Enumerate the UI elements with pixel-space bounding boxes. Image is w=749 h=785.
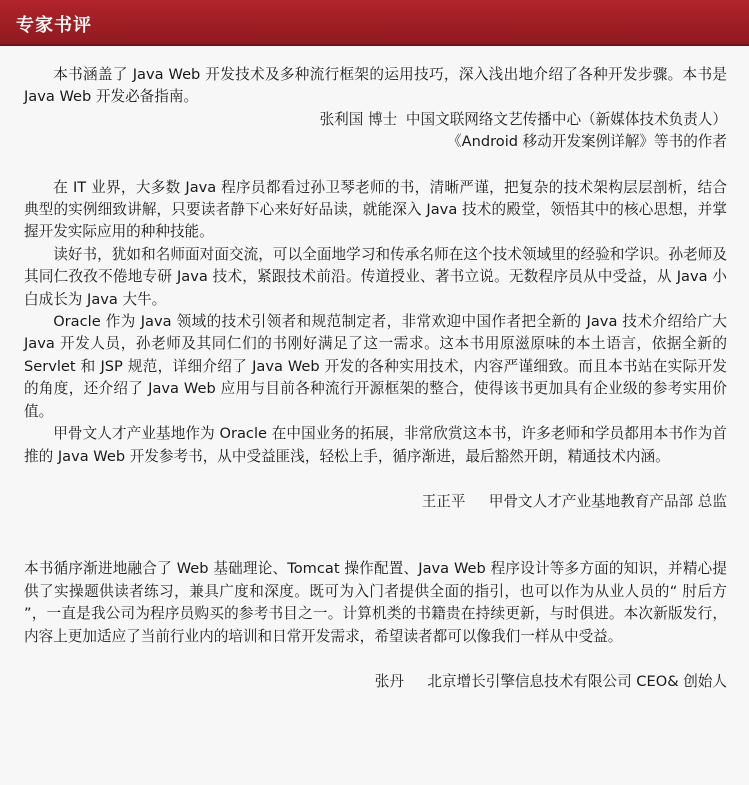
review-signature bbox=[24, 671, 727, 693]
review-signature bbox=[24, 491, 727, 513]
reviewer-title: 甲骨文人才产业基地教育产品部 总监 bbox=[488, 492, 727, 510]
reviews-content bbox=[24, 64, 727, 693]
reviewer-name: 张利国 博士 bbox=[319, 110, 398, 128]
review-text: 本书涵盖了 Java Web 开发技术及多种流行框架的运用技巧，深入浅出地介绍了各种开发步骤。本书是 Java Web 开发必备指南。 bbox=[24, 66, 727, 106]
review-paragraph: Oracle 作为 Java 领域的技术引领者和规范制定者，非常欢迎中国作者把全新的 Java 技术介绍给广大 Java 开发人员，孙老师及其同仁们的书刚好满足了这一需求。这本书用原滋原味的本土语言，依据全新的 Servlet 和 JSP 规范，详细介绍了 Java Web 开发的各种实用技术，内容严谨细致。而且本书站在实际开发的角度，还介绍了 Java Web 应用与目前各种流行开源框架的整合，使得该书更加具有企业级的参考实用价值。 bbox=[24, 313, 727, 420]
section-title: 专家书评 bbox=[16, 15, 92, 36]
section-header bbox=[0, 0, 749, 46]
review-paragraph: 读好书，犹如和名师面对面交流，可以全面地学习和传承名师在这个技术领域里的经验和学识。孙老师及其同仁孜孜不倦地专研 Java 技术，紧跟技术前沿。传道授业、著书立说。无数程序员从中受益，从 Java 小白成长为 Java 大牛。 bbox=[24, 245, 727, 308]
review-signature bbox=[24, 109, 727, 131]
review-paragraph: 甲骨文人才产业基地作为 Oracle 在中国业务的拓展，非常欣赏这本书，许多老师和学员都用本书作为首推的 Java Web 开发参考书，从中受益匪浅，轻松上手，循序渐进，最后豁然开朗，精通技术内涵。 bbox=[24, 425, 727, 465]
review-wang-zhengping bbox=[24, 177, 727, 514]
review-zhang-liguo bbox=[24, 64, 727, 154]
reviewer-book: 《Android 移动开发案例详解》等书的作者 bbox=[447, 133, 727, 151]
review-zhang-dan bbox=[24, 558, 727, 693]
reviewer-title: 中国文联网络文艺传播中心（新媒体技术负责人） bbox=[405, 110, 727, 128]
reviewer-name: 王正平 bbox=[421, 492, 466, 510]
reviewer-title: 北京增长引擎信息技术有限公司 CEO& 创始人 bbox=[427, 672, 727, 690]
reviewer-name: 张丹 bbox=[374, 672, 404, 690]
review-text: 本书循序渐进地融合了 Web 基础理论、Tomcat 操作配置、Java Web 程序设计等多方面的知识，并精心提供了实操题供读者练习，兼具广度和深度。既可为入门者提供全面的指引，也可以作为从业人员的“ 肘后方 ”，一直是我公司为程序员购买的参考书目之一。计算机类的书籍贵在持续更新，与时俱进。本次新版发行，内容上更加适应了当前行业内的培训和日常开发需求，希望读者都可以像我们一样从中受益。 bbox=[24, 560, 727, 645]
review-paragraph: 在 IT 业界，大多数 Java 程序员都看过孙卫琴老师的书，清晰严谨，把复杂的技术架构层层剖析，结合典型的实例细致讲解，只要读者静下心来好好品读，就能深入 Java 技术的殿堂，领悟其中的核心思想，并掌握开发实际应用的种种技能。 bbox=[24, 178, 727, 241]
